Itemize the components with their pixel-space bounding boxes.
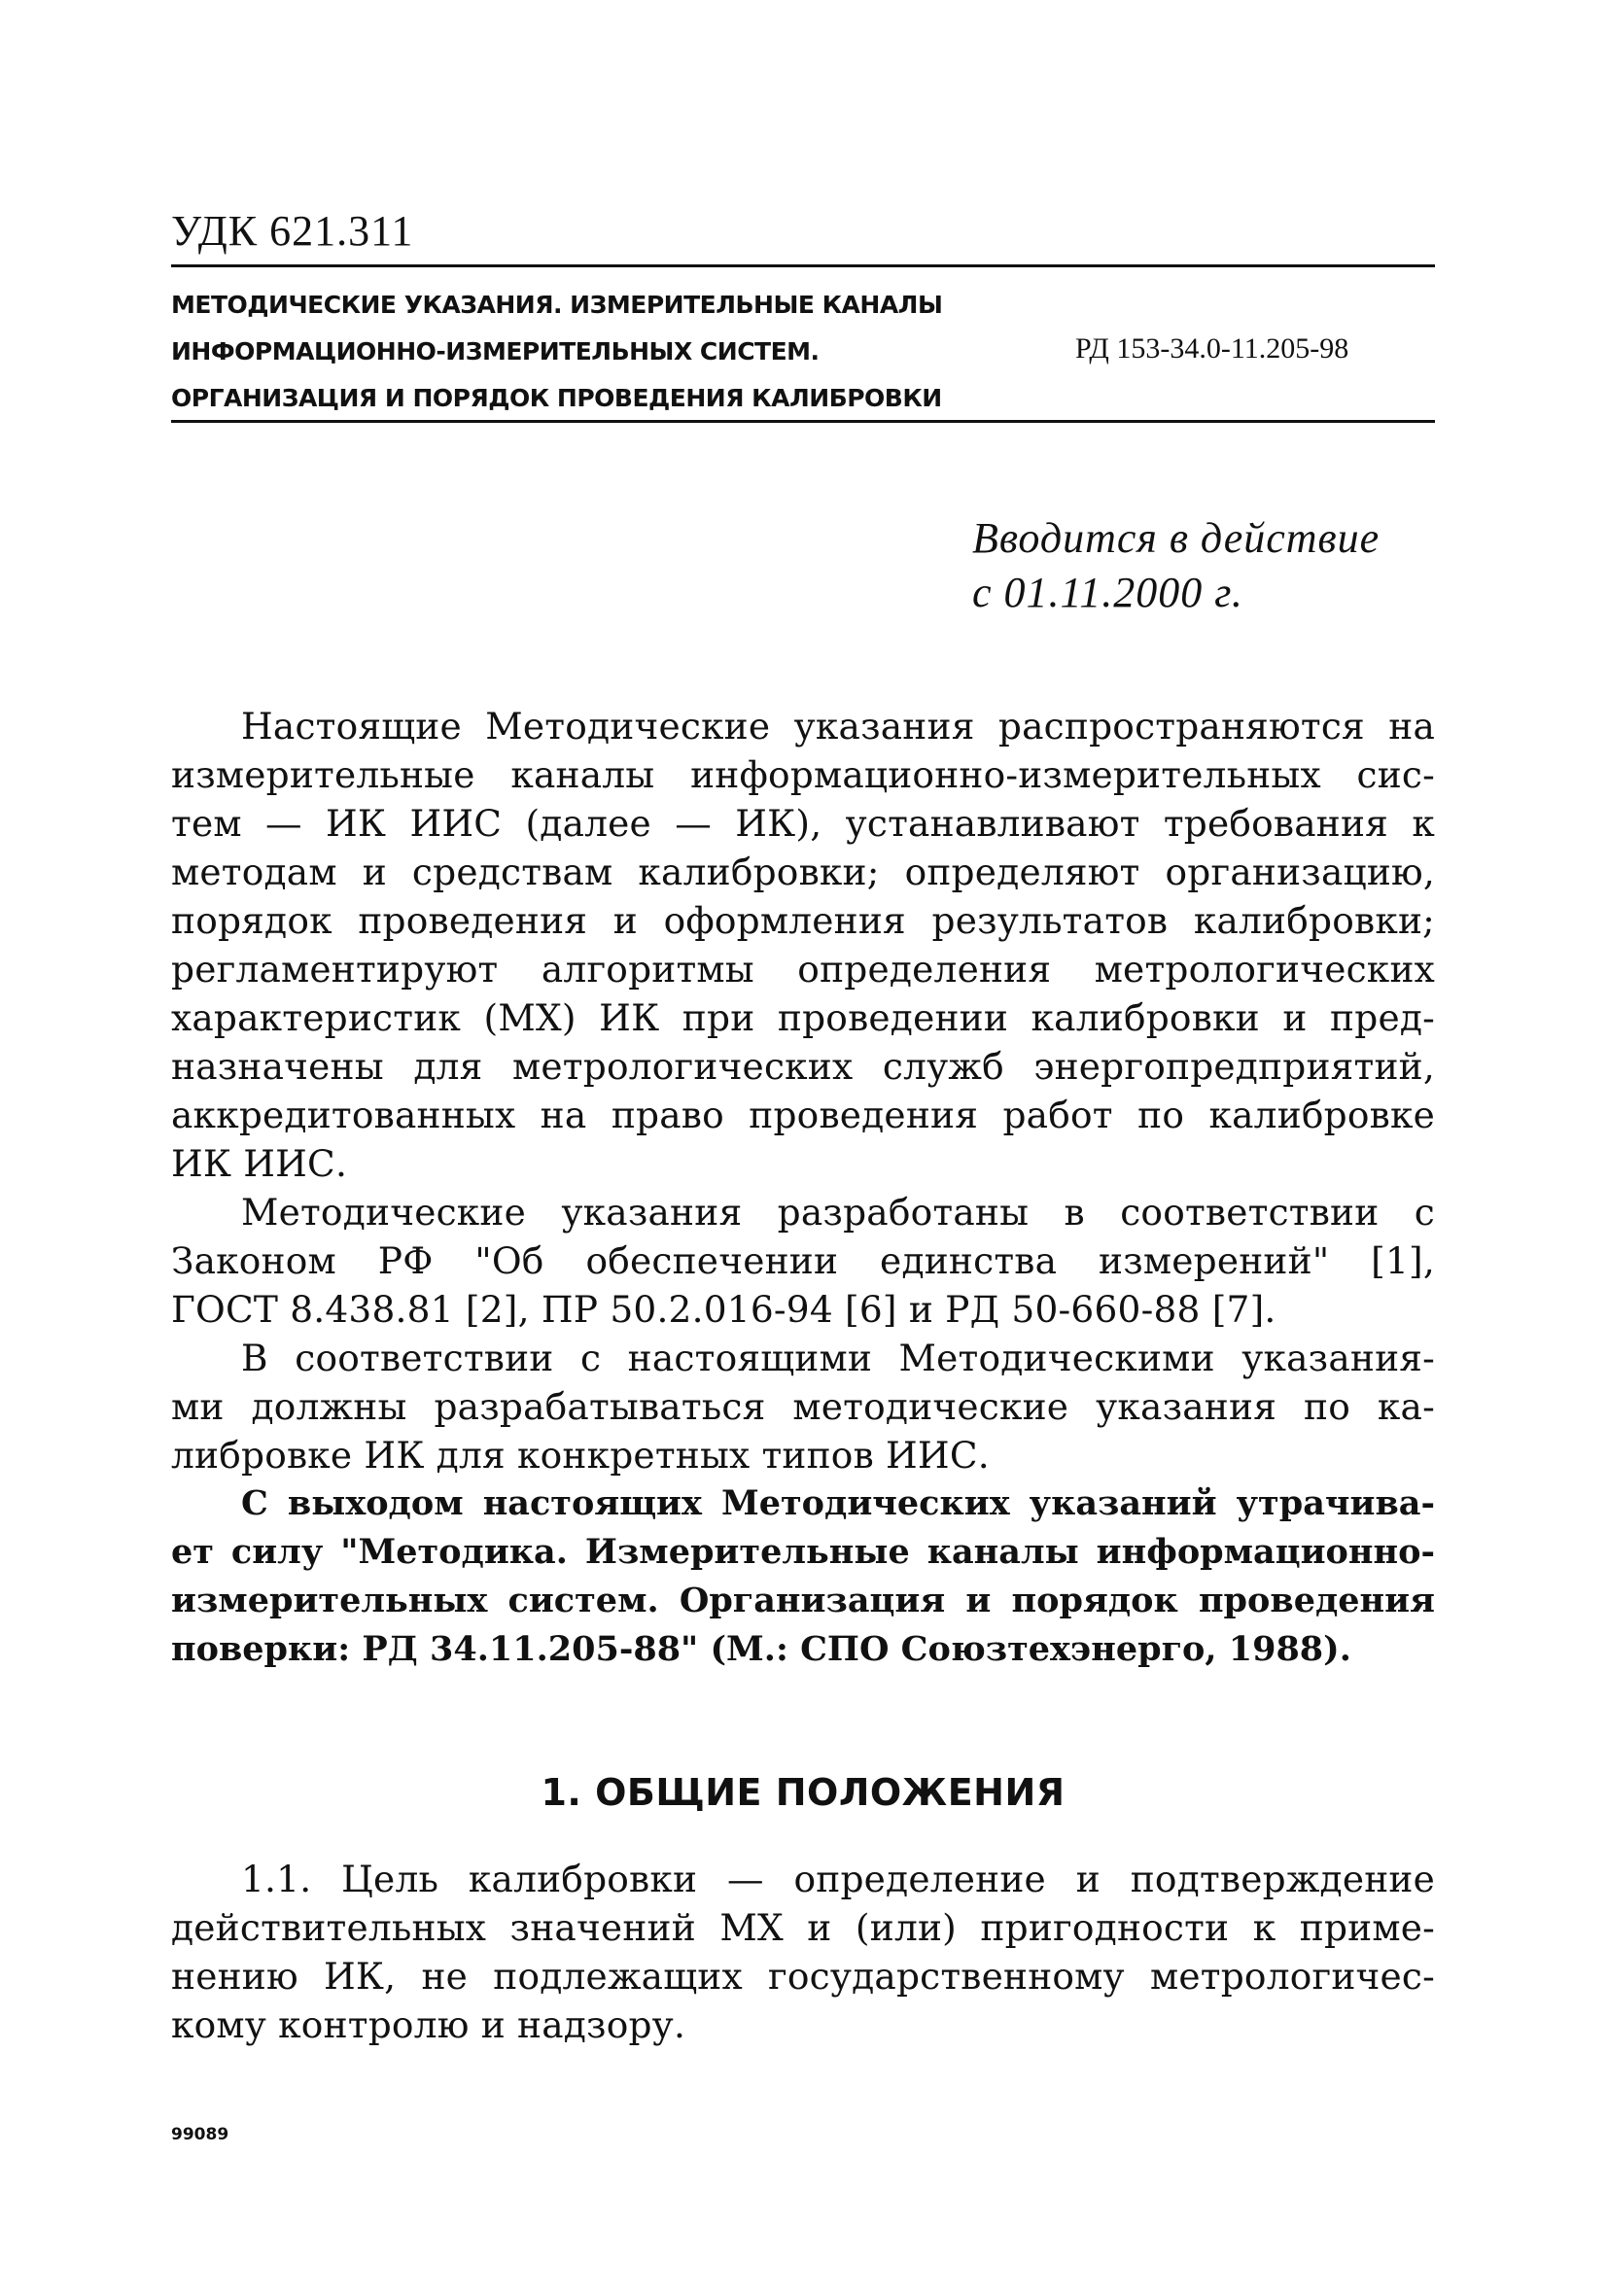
text-line: либровке ИК для конкретных типов ИИС. bbox=[171, 1434, 990, 1477]
text-line: Методические указания разработаны в соответствии с bbox=[241, 1191, 1435, 1234]
text-line: 1.1. Цель калибровки — определение и подтверждение bbox=[241, 1858, 1435, 1900]
text-line: аккредитованных на право проведения работ по калибровке bbox=[171, 1094, 1435, 1136]
text-line: измерительные каналы информационно-измерительных сис- bbox=[171, 753, 1435, 796]
effective-line: Вводится в действие bbox=[972, 514, 1381, 562]
text-line: В соответствии с настоящими Методическими указания- bbox=[241, 1337, 1435, 1379]
text-line: кому контролю и надзору. bbox=[171, 2003, 686, 2046]
text-line: С выходом настоящих Методических указаний утрачива- bbox=[241, 1483, 1435, 1523]
text-line: методам и средствам калибровки; определяют организацию, bbox=[171, 851, 1435, 893]
title-line: ИНФОРМАЦИОННО-ИЗМЕРИТЕЛЬНЫХ СИСТЕМ. bbox=[171, 337, 820, 365]
title-line: ОРГАНИЗАЦИЯ И ПОРЯДОК ПРОВЕДЕНИЯ КАЛИБРОВКИ bbox=[171, 384, 942, 412]
title-line: МЕТОДИЧЕСКИЕ УКАЗАНИЯ. ИЗМЕРИТЕЛЬНЫЕ КАНАЛЫ bbox=[171, 291, 943, 319]
udk-code: УДК 621.311 bbox=[171, 207, 414, 255]
text-line: поверки: РД 34.11.205-88" (М.: СПО Союзтехэнерго, 1988). bbox=[171, 1629, 1351, 1669]
document-code: РД 153-34.0-11.205-98 bbox=[1075, 332, 1349, 365]
intro-paragraph-3 bbox=[171, 1334, 1435, 1479]
text-line: Законом РФ "Об обеспечении единства измерений" [1], bbox=[171, 1239, 1435, 1282]
intro-paragraph-4 bbox=[171, 1479, 1435, 1674]
header-top-rule bbox=[171, 264, 1435, 267]
header-bottom-rule bbox=[171, 420, 1435, 423]
intro-paragraph-1 bbox=[171, 702, 1435, 1188]
text-line: ми должны разрабатываться методические указания по ка- bbox=[171, 1385, 1435, 1428]
section-heading: 1. ОБЩИЕ ПОЛОЖЕНИЯ bbox=[541, 1771, 1066, 1814]
text-line: измерительных систем. Организация и порядок проведения bbox=[171, 1581, 1435, 1620]
text-line: действительных значений МХ и (или) пригодности к приме- bbox=[171, 1906, 1435, 1949]
intro-paragraph-2 bbox=[171, 1188, 1435, 1334]
page-code: 99089 bbox=[171, 2125, 229, 2144]
text-line: характеристик (МХ) ИК при проведении калибровки и пред- bbox=[171, 996, 1435, 1039]
text-line: регламентируют алгоритмы определения метрологических bbox=[171, 948, 1435, 991]
text-line: Настоящие Методические указания распространяются на bbox=[241, 705, 1435, 748]
text-line: тем — ИК ИИС (далее — ИК), устанавливают требования к bbox=[171, 802, 1435, 845]
text-line: порядок проведения и оформления результатов калибровки; bbox=[171, 899, 1435, 942]
text-line: назначены для метрологических служб энергопредприятий, bbox=[171, 1045, 1435, 1088]
text-line: нению ИК, не подлежащих государственному метрологичес- bbox=[171, 1955, 1435, 1998]
text-line: ГОСТ 8.438.81 [2], ПР 50.2.016-94 [6] и РД 50-660-88 [7]. bbox=[171, 1288, 1276, 1331]
text-line: ет силу "Методика. Измерительные каналы информационно- bbox=[171, 1532, 1435, 1572]
section-1-paragraph-1 bbox=[171, 1855, 1435, 2049]
effective-line: с 01.11.2000 г. bbox=[972, 569, 1243, 616]
document-title bbox=[171, 282, 942, 422]
effective-date-block bbox=[972, 511, 1380, 620]
text-line: ИК ИИС. bbox=[171, 1142, 348, 1185]
